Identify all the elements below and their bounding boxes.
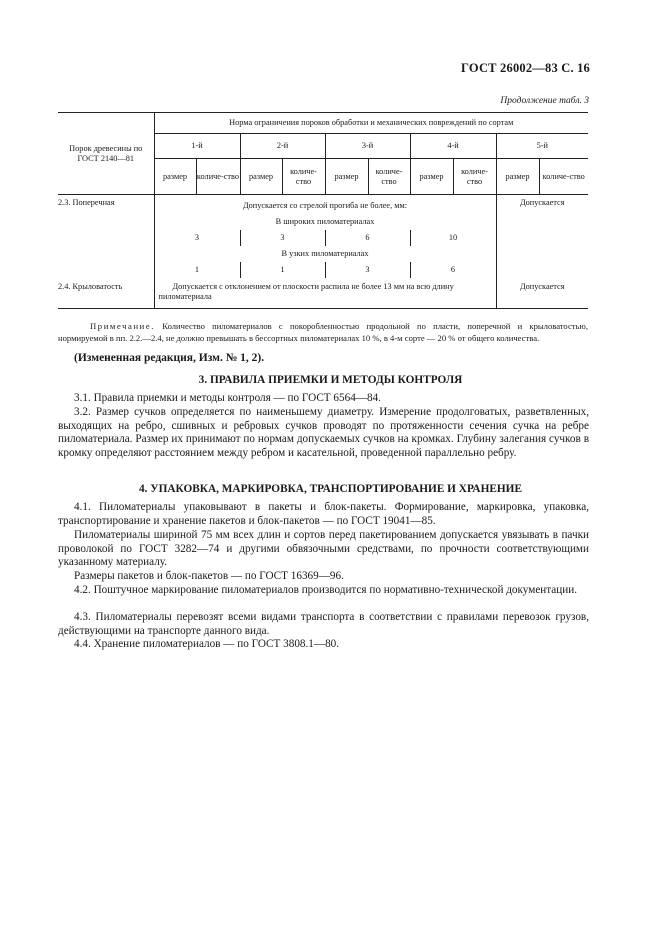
- para-4-1-ties: Пиломатериалы шириной 75 мм всех длин и сортов перед пакетированием допускается увязывать в пачки проволокой по ГОСТ 3282—74 и другими обвязочными средствами, по прочности соответствующими указанному материалу.: [58, 529, 589, 569]
- table-continuation-label: Продолжение табл. 3: [500, 96, 589, 106]
- sort-header-1: 1-й: [154, 134, 240, 159]
- wide-value-3: 6: [325, 230, 410, 246]
- para-3-1: 3.1. Правила приемки и методы контроля — по ГОСТ 6564—84.: [74, 392, 381, 404]
- subheader-qty: количе-ство: [539, 159, 588, 195]
- subheader-size: размер: [496, 159, 539, 195]
- row-label-twist: 2.4. Крыловатость: [58, 278, 154, 308]
- narrow-value-2: 1: [240, 262, 325, 278]
- subheader-qty: количе-ство: [196, 159, 240, 195]
- sort-header-5: 5-й: [496, 134, 588, 159]
- page-header-title: ГОСТ 26002—83 С. 16: [461, 61, 590, 75]
- para-4-1: 4.1. Пиломатериалы упаковывают в пакеты и блок-пакеты. Формирование, маркировка, упаковка, транспортирование и хранение пакетов и блок-пакетов — по ГОСТ 19041—85.: [58, 501, 589, 527]
- subheader-qty: количе-ство: [453, 159, 496, 195]
- para-4-3: 4.3. Пиломатериалы перевозят всеми видами транспорта в соответствии с правилами перевозок грузов, действующими на транспорте данного вида.: [58, 611, 589, 637]
- note-label: Примечание.: [90, 321, 156, 331]
- wide-value-2: 3: [240, 230, 325, 246]
- row-transverse-sort5: Допускается: [496, 195, 588, 279]
- defect-norms-table: [58, 112, 588, 309]
- wide-value-4: 10: [410, 230, 496, 246]
- subheader-qty: количе-ство: [368, 159, 410, 195]
- section-4-title: 4. УПАКОВКА, МАРКИРОВКА, ТРАНСПОРТИРОВАНИЕ И ХРАНЕНИЕ: [139, 483, 522, 495]
- subheader-size: размер: [154, 159, 196, 195]
- para-4-1-sizes: Размеры пакетов и блок-пакетов — по ГОСТ 16369—96.: [74, 570, 344, 582]
- row-transverse-main: Допускается со стрелой прогиба не более, мм:: [154, 195, 496, 215]
- note-text: Количество пиломатериалов с покоробленностью продольной по пласти, поперечной и крыловатостью, нормируемой в пп. 2.2.—2.4, не должно превышать в бессортных пиломатериалах 10 %, в 4-м сорте — 20 % от общего количества.: [58, 321, 588, 343]
- wide-value-1: 3: [154, 230, 240, 246]
- narrow-value-4: 6: [410, 262, 496, 278]
- sort-header-4: 4-й: [410, 134, 496, 159]
- amendment-note: (Измененная редакция, Изм. № 1, 2).: [74, 352, 265, 364]
- subheader-qty: количе-ство: [282, 159, 325, 195]
- row-twist-main: Допускается с отклонением от плоскости распила не более 13 мм на всю длину пиломатериала: [154, 278, 496, 308]
- sort-header-2: 2-й: [240, 134, 325, 159]
- narrow-value-3: 3: [325, 262, 410, 278]
- para-3-2: 3.2. Размер сучков определяется по наименьшему диаметру. Измерение продолговатых, разветвленных, выходящих на ребро, сшивных и ребровых сучков проводят по протяженности сечения сучка на ребре пиломатериала. Размер их принимают по нормам допускаемых сучков на кромках. Глубину залегания сучков в кромку определяют расстоянием между ребром и касательной, проведенной параллельно ребру.: [58, 406, 589, 460]
- norm-header: Норма ограничения пороков обработки и механических повреждений по сортам: [154, 113, 588, 134]
- row-twist-sort5: Допускается: [496, 278, 588, 308]
- subheader-size: размер: [410, 159, 453, 195]
- table-note: [58, 321, 588, 344]
- subheader-size: размер: [240, 159, 282, 195]
- defect-column-header: Порок древесины по ГОСТ 2140—81: [58, 113, 154, 195]
- narrow-lumber-title: В узких пиломатериалах: [154, 246, 496, 262]
- subheader-size: размер: [325, 159, 368, 195]
- para-4-4: 4.4. Хранение пиломатериалов — по ГОСТ 3808.1—80.: [74, 638, 340, 650]
- narrow-value-1: 1: [154, 262, 240, 278]
- section-3-title: 3. ПРАВИЛА ПРИЕМКИ И МЕТОДЫ КОНТРОЛЯ: [198, 374, 463, 386]
- sort-header-3: 3-й: [325, 134, 410, 159]
- wide-lumber-title: В широких пиломатериалах: [154, 214, 496, 230]
- row-label-transverse: 2.3. Поперечная: [58, 198, 115, 207]
- para-4-2: 4.2. Поштучное маркирование пиломатериалов производится по нормативно-технической документации.: [74, 584, 578, 596]
